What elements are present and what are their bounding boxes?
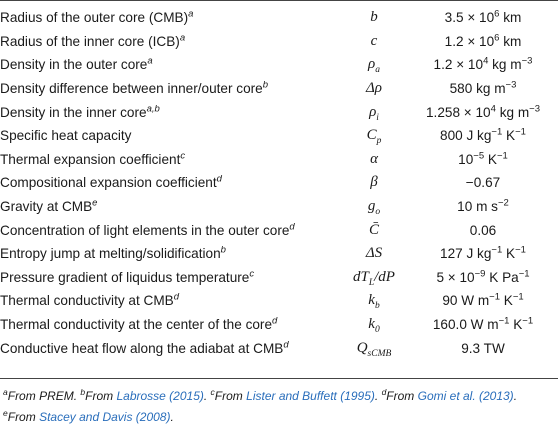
- value-text: 1.258 × 10: [425, 104, 491, 120]
- description-text: Density difference between inner/outer core: [0, 81, 263, 97]
- value-unit: K: [502, 246, 516, 262]
- parameter-symbol: [340, 313, 408, 337]
- parameter-value: [408, 100, 558, 124]
- value-text: −0.67: [465, 175, 501, 191]
- symbol-text: ρ: [368, 56, 376, 73]
- parameter-description: [0, 148, 340, 172]
- description-text: Density in the inner core: [0, 104, 147, 120]
- table-row: [0, 53, 558, 77]
- footnote-marker: b: [262, 79, 269, 91]
- value-text: 5 × 10: [436, 269, 475, 285]
- value-unit: K Pa: [485, 269, 519, 285]
- parameter-value: [408, 336, 558, 360]
- table-row: [0, 242, 558, 266]
- value-unit: kg m: [495, 104, 530, 120]
- unit-exponent: −1: [515, 126, 526, 138]
- symbol-subscript: i: [376, 112, 379, 123]
- parameter-description: [0, 336, 340, 360]
- description-text: Conductive heat flow along the adiabat at CMB: [0, 340, 284, 356]
- parameter-description: [0, 30, 340, 54]
- footnote-mark-c: c: [210, 387, 215, 397]
- footnote-b-text: From: [85, 389, 117, 403]
- value-unit: km: [499, 10, 522, 26]
- table-row: [0, 171, 558, 195]
- bottom-rule: [0, 378, 558, 379]
- parameter-description: [0, 195, 340, 219]
- parameter-description: [0, 100, 340, 124]
- value-exponent: −2: [497, 197, 509, 209]
- parameters-table: [0, 6, 558, 360]
- parameter-symbol: [340, 30, 408, 54]
- symbol-text: β: [370, 174, 378, 191]
- description-text: Entropy jump at melting/solidification: [0, 246, 221, 262]
- symbol-text: ΔS: [365, 245, 383, 262]
- parameter-symbol: [340, 218, 408, 242]
- value-text: 127 J kg: [440, 246, 492, 262]
- parameter-symbol: [340, 148, 408, 172]
- table-row: [0, 218, 558, 242]
- symbol-text: dT: [353, 268, 369, 285]
- parameter-value: [408, 124, 558, 148]
- parameter-description: [0, 53, 340, 77]
- value-text: 580 kg m: [449, 81, 506, 97]
- parameter-description: [0, 77, 340, 101]
- parameter-symbol: [340, 77, 408, 101]
- footnote-marker: a: [179, 32, 186, 44]
- value-exponent: 4: [483, 55, 489, 67]
- parameter-value: [408, 218, 558, 242]
- table-footnotes: [3, 386, 553, 428]
- parameter-value: [408, 30, 558, 54]
- description-text: Pressure gradient of liquidus temperature: [0, 269, 250, 285]
- parameter-description: [0, 289, 340, 313]
- table-body: [0, 6, 558, 360]
- description-text: Thermal conductivity at CMB: [0, 293, 174, 309]
- footnote-b-reference-link[interactable]: Labrosse (2015): [116, 389, 204, 403]
- description-text: Radius of the outer core (CMB): [0, 10, 189, 26]
- unit-exponent: −1: [518, 268, 530, 280]
- description-text: Radius of the inner core (ICB): [0, 33, 180, 49]
- footnote-mark-d: d: [381, 387, 387, 397]
- value-text: 1.2 × 10: [444, 33, 495, 49]
- value-text: 10: [458, 151, 474, 167]
- value-text: 800 J kg: [440, 128, 492, 144]
- parameter-symbol: [340, 336, 408, 360]
- value-exponent: 6: [494, 8, 500, 20]
- parameter-symbol: [340, 171, 408, 195]
- symbol-text: ρ: [369, 103, 377, 120]
- table-row: [0, 289, 558, 313]
- parameter-symbol: [340, 124, 408, 148]
- symbol-subscript: a: [375, 65, 380, 76]
- value-text: 3.5 × 10: [444, 10, 495, 26]
- unit-exponent: −1: [515, 244, 526, 256]
- unit-exponent: −3: [521, 55, 533, 67]
- symbol-text: Q: [356, 339, 368, 356]
- value-text: 9.3 TW: [461, 340, 505, 356]
- parameter-value: [408, 266, 558, 290]
- footnote-marker: d: [272, 315, 278, 327]
- value-unit: K: [509, 317, 523, 333]
- description-text: Concentration of light elements in the outer core: [0, 222, 290, 238]
- symbol-subscript: 0: [374, 325, 380, 336]
- description-text: Thermal conductivity at the center of the core: [0, 317, 273, 333]
- value-unit: K: [502, 128, 516, 144]
- parameter-value: [408, 195, 558, 219]
- value-exponent: 4: [490, 103, 496, 115]
- description-text: Compositional expansion coefficient: [0, 175, 217, 191]
- parameter-description: [0, 266, 340, 290]
- footnote-marker: d: [289, 221, 295, 233]
- table-row: [0, 77, 558, 101]
- parameter-description: [0, 242, 340, 266]
- description-text: Specific heat capacity: [0, 128, 132, 144]
- footnote-c-reference-link[interactable]: Lister and Buffett (1995): [246, 389, 375, 403]
- footnote-mark-a: a: [3, 387, 8, 397]
- table-row: [0, 6, 558, 30]
- parameter-description: [0, 313, 340, 337]
- symbol-text: k: [368, 316, 375, 333]
- table-row: [0, 30, 558, 54]
- table-row: [0, 100, 558, 124]
- table-row: [0, 195, 558, 219]
- symbol-tail: /dP: [374, 268, 395, 285]
- description-text: Density in the outer core: [0, 57, 148, 73]
- parameter-value: [408, 53, 558, 77]
- footnote-marker: b: [220, 244, 226, 256]
- parameter-value: [408, 289, 558, 313]
- footnote-mark-e: e: [3, 408, 8, 418]
- parameter-description: [0, 171, 340, 195]
- value-exponent: −5: [473, 150, 485, 162]
- parameter-symbol: [340, 6, 408, 30]
- symbol-subscript: sCMB: [367, 348, 392, 359]
- footnote-a-text: From PREM.: [7, 389, 81, 403]
- table-row: [0, 336, 558, 360]
- value-exponent: −1: [491, 244, 503, 256]
- parameter-symbol: [340, 53, 408, 77]
- footnote-marker: d: [173, 291, 180, 303]
- value-exponent: −9: [474, 268, 486, 280]
- parameter-description: [0, 124, 340, 148]
- parameter-symbol: [340, 266, 408, 290]
- value-unit: kg m: [488, 57, 522, 73]
- footnote-e-text: From: [7, 410, 40, 424]
- symbol-text: α: [370, 150, 378, 167]
- parameter-symbol: [340, 100, 408, 124]
- symbol-text: C: [366, 127, 377, 144]
- footnote-marker: a,b: [146, 103, 160, 115]
- value-exponent: −1: [491, 126, 503, 138]
- footnote-marker: d: [283, 339, 289, 351]
- footnote-d-end: .: [513, 389, 518, 403]
- parameter-description: [0, 218, 340, 242]
- symbol-text: b: [370, 9, 378, 26]
- footnote-e-end: .: [170, 410, 174, 424]
- value-text: 160.0 W m: [432, 317, 499, 333]
- footnote-marker: e: [92, 197, 98, 209]
- value-exponent: −3: [505, 79, 517, 91]
- symbol-text: g: [367, 198, 376, 215]
- value-exponent: −1: [489, 291, 500, 303]
- footnote-d-reference-link[interactable]: Gomi et al. (2013): [417, 389, 514, 403]
- value-unit: km: [499, 33, 522, 49]
- footnote-marker: a: [147, 55, 153, 67]
- footnote-b-end: .: [203, 389, 211, 403]
- value-text: 1.2 × 10: [433, 57, 484, 73]
- footnote-marker: c: [249, 268, 255, 280]
- symbol-subscript: p: [376, 136, 382, 147]
- value-unit: K: [484, 151, 497, 167]
- parameter-symbol: [340, 195, 408, 219]
- footnote-c-end: .: [374, 389, 382, 403]
- value-exponent: −1: [498, 315, 510, 327]
- symbol-text: c: [370, 32, 378, 49]
- symbol-subscript: o: [375, 207, 381, 218]
- parameter-value: [408, 6, 558, 30]
- footnote-marker: a: [188, 8, 194, 20]
- parameter-description: [0, 6, 340, 30]
- footnote-d-text: From: [386, 389, 418, 403]
- unit-exponent: −3: [529, 103, 540, 115]
- parameter-symbol: [340, 289, 408, 313]
- parameter-value: [408, 313, 558, 337]
- description-text: Thermal expansion coefficient: [0, 151, 181, 167]
- table-row: [0, 313, 558, 337]
- footnote-mark-b: b: [80, 387, 86, 397]
- description-text: Gravity at CMB: [0, 199, 93, 215]
- symbol-subscript: L: [368, 277, 375, 288]
- footnote-e-reference-link[interactable]: Stacey and Davis (2008): [39, 410, 171, 424]
- symbol-text: C̄: [368, 221, 379, 238]
- unit-exponent: −1: [496, 150, 508, 162]
- parameter-symbol: [340, 242, 408, 266]
- value-unit: K: [499, 293, 513, 309]
- top-rule: [0, 0, 558, 1]
- value-text: 10 m s: [457, 199, 498, 215]
- footnote-marker: d: [216, 173, 222, 185]
- parameter-value: [408, 148, 558, 172]
- table-row: [0, 148, 558, 172]
- parameter-value: [408, 171, 558, 195]
- footnote-marker: c: [180, 150, 186, 162]
- value-text: 0.06: [469, 222, 497, 238]
- table-row: [0, 124, 558, 148]
- unit-exponent: −1: [512, 291, 524, 303]
- value-exponent: 6: [494, 32, 500, 44]
- unit-exponent: −1: [522, 315, 534, 327]
- symbol-text: k: [368, 292, 375, 309]
- value-text: 90 W m: [442, 293, 490, 309]
- parameter-value: [408, 77, 558, 101]
- parameter-value: [408, 242, 558, 266]
- symbol-subscript: b: [374, 301, 380, 312]
- symbol-text: Δρ: [365, 80, 382, 97]
- footnote-c-text: From: [214, 389, 247, 403]
- table-row: [0, 266, 558, 290]
